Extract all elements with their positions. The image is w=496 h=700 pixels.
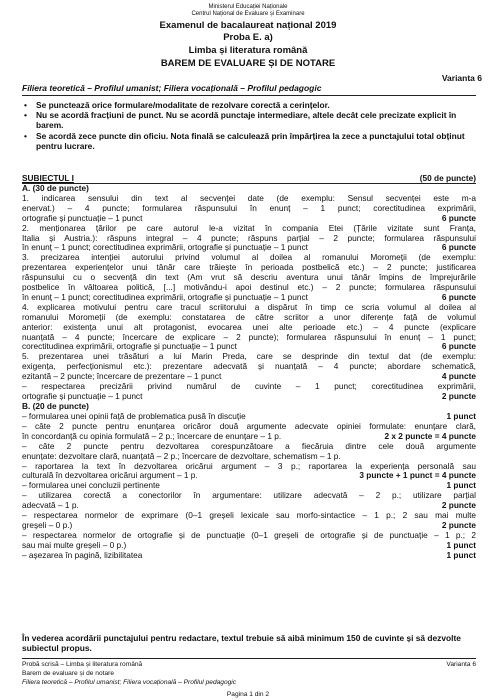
points-label: 2 x 2 puncte = 4 puncte: [381, 432, 476, 442]
rule-text: Se punctează orice formulare/modalitate de rezolvare corectă a cerințelor.: [36, 100, 330, 110]
footer-subject: Probă scrisă – Limba și literatura română: [22, 661, 143, 668]
barem-line: [22, 214, 476, 224]
points-label: 2 puncte: [439, 501, 476, 511]
barem-line: [22, 342, 476, 352]
barem-line-text: în enunț – 1 punct; corectitudinea exprimării, ortografie și punctuație – 1 punct: [22, 292, 308, 302]
barem-line: [22, 521, 476, 531]
barem-line: [22, 362, 476, 372]
barem-line-text: culturală în dezvoltarea oricărui argument – 1 p.: [22, 471, 198, 481]
footer-divider: [22, 658, 476, 659]
barem-line-text: în concordanță cu opinia formulată – 2 p.; încercare de enunțare – 1 p.: [22, 431, 282, 441]
barem-line-text: – formularea unei opinii față de problematica pusă în discuție: [22, 412, 246, 421]
barem-line-text: 3. precizarea intenției autorului privind volumul al doilea al romanului Moromeții (de exemplu:: [22, 253, 476, 263]
barem-line-text: – respectarea precizării privind numărul de cuvinte – 1 punct; corectitudinea exprimării,: [22, 382, 476, 391]
subject-points: (50 de puncte): [417, 174, 476, 184]
barem-line: [22, 481, 476, 491]
barem-line: [22, 372, 476, 382]
barem-line: [22, 273, 476, 283]
barem-line-text: – formularea unei concluzii pertinente: [22, 481, 160, 491]
part-a-list: [22, 194, 476, 402]
points-label: 1 punct: [443, 541, 476, 551]
variant-label: Varianta 6: [441, 73, 482, 83]
points-label: 1 punct: [443, 551, 476, 561]
barem-line: [22, 551, 476, 561]
points-label: 6 puncte: [439, 243, 476, 253]
barem-line-text: postbelice în vâltoarea politică, [...] motivându-i apoi destinul etc.) – 2 puncte; formularea răspunsului: [22, 283, 476, 293]
barem-line: [22, 243, 476, 253]
barem-line-text: Italia și Austria.): răspuns integral – 4 puncte; răspuns parțial – 2 puncte; formularea răspunsului: [22, 233, 476, 243]
bullet-icon: •: [24, 130, 27, 141]
footer-barem: Barem de evaluare și de notare: [22, 670, 115, 677]
points-label: 6 puncte: [439, 214, 476, 224]
barem-line: [22, 511, 476, 521]
barem-line-text: – respectarea normelor de ortografie și de punctuație (0–1 greșeli de ortografie și de punctuație – 1 p.; 2: [22, 530, 476, 540]
barem-line: [22, 293, 476, 303]
barem-line-text: enervat.) – 4 puncte; formularea răspunsului în enunț – 1 punct; corectitudinea exprimării,: [22, 203, 476, 213]
exam-proba: Proba E. a): [223, 32, 273, 43]
barem-line: [22, 263, 476, 273]
barem-line: [22, 333, 476, 343]
rule-item: [22, 100, 476, 110]
general-rules: [22, 100, 476, 151]
barem-line: [22, 501, 476, 511]
barem-line: [22, 392, 476, 402]
barem-line: [22, 432, 476, 442]
barem-line-text: 2. menționarea țărilor pe care autorul le-a vizitat în compania Etei (Țările vizitate sunt Franța,: [22, 223, 476, 233]
barem-line-text: anterior: existența unui alt protagonist, evocarea unei alte perioade etc.) – 4 puncte (explicare: [22, 322, 476, 332]
barem-line-text: nuanțată – 4 puncte; încercare de explicare – 2 puncte); formularea răspunsului în enunț – 1 punct;: [22, 332, 476, 342]
points-label: 4 puncte: [439, 372, 476, 382]
points-label: 6 puncte: [439, 342, 476, 352]
barem-line-text: sau mai multe greșeli – 0 p.): [22, 540, 127, 550]
barem-line-text: corectitudinea exprimării, ortografie și punctuație – 1 punct: [22, 342, 237, 352]
barem-line-text: 1. indicarea sensului din text al secvenței date (de exemplu: Sensul secvenței este m-a: [22, 194, 476, 203]
points-label: 1 punct: [443, 412, 476, 422]
barem-line-text: romanului Moromeții (de exemplu: constatarea de către scriitor a unor diferențe față de volumul: [22, 312, 476, 322]
barem-line: [22, 253, 476, 263]
subject-title: SUBIECTUL I: [22, 174, 74, 183]
header-divider: [22, 95, 476, 96]
bullet-icon: •: [24, 110, 27, 121]
rule-text: Nu se acordă fracțiuni de punct. Nu se acordă punctaje intermediare, altele decât cele precizate explicit în barem.: [36, 110, 457, 131]
part-b-list: [22, 412, 476, 561]
part-a-title: A. (30 de puncte): [22, 183, 89, 193]
exam-subject: Limba și literatura română: [188, 45, 308, 56]
barem-title: BAREM DE EVALUARE ȘI DE NOTARE: [160, 58, 336, 69]
center-name: Centrul Național de Evaluare și Examinare: [191, 11, 305, 17]
barem-line: [22, 442, 476, 452]
page-number: Pagina 1 din 2: [226, 691, 270, 698]
points-label: 3 puncte + 1 punct = 4 puncte: [356, 471, 476, 481]
barem-line: [22, 352, 476, 362]
barem-line-text: – raportarea la text în dezvoltarea oricărui argument – 3 p.; raportarea la experiența personală sau: [22, 461, 476, 471]
barem-line-text: – câte 2 puncte pentru dezvoltarea corespunzătoare a fiecăruia dintre cele două argumente: [22, 441, 476, 451]
barem-line-text: – așezarea în pagină, lizibilitatea: [22, 550, 143, 560]
barem-line: [22, 204, 476, 214]
barem-line: [22, 541, 476, 551]
barem-line: [22, 283, 476, 293]
barem-line-text: prezentarea experiențelor unui tânăr care trăiește în perioada postbelică etc.) – 2 puncte; justificarea: [22, 263, 476, 273]
barem-line-text: adecvată – 1 p.: [22, 501, 79, 511]
barem-line: [22, 452, 476, 462]
barem-line-text: răspunsului cu o secvență din text (Am vrut să descriu aventura unui tânăr împins de împrejurările: [22, 273, 476, 283]
barem-line: [22, 224, 476, 234]
barem-line: [22, 234, 476, 244]
bullet-icon: •: [24, 100, 27, 110]
footer-variant: Varianta 6: [446, 661, 476, 668]
barem-line-text: exigența, perfecționismul etc.): prezentare adecvată și nuanțată – 4 puncte; abordare schematică,: [22, 362, 476, 372]
barem-line: [22, 194, 476, 204]
points-label: 1 punct: [443, 481, 476, 491]
points-label: 2 puncte: [439, 521, 476, 531]
barem-line-text: în enunț – 1 punct; corectitudinea exprimării, ortografie și punctuație – 1 punct: [22, 243, 308, 253]
barem-line: [22, 531, 476, 541]
barem-line: [22, 462, 476, 472]
filiera-line: Filiera teoretică – Profilul umanist; Filiera vocațională – Profilul pedagogic: [22, 83, 322, 93]
rule-text: Se acordă zece puncte din oficiu. Nota finală se calculează prin împărțirea la zece a punctajului total obținut pentru lucrare.: [36, 130, 465, 151]
exam-title: Examenul de bacalaureat național 2019: [159, 20, 337, 31]
points-label: 2 puncte: [439, 392, 476, 402]
barem-line: [22, 303, 476, 313]
barem-line-text: ortografie și punctuație – 1 punct: [22, 391, 143, 401]
barem-line: [22, 471, 476, 481]
barem-line: [22, 313, 476, 323]
barem-line-text: – câte 2 puncte pentru enunțarea oricăror două argumente adecvate opiniei formulate: enunțare clară,: [22, 421, 476, 431]
points-label: 6 puncte: [439, 293, 476, 303]
footer-filiera: Filiera teoretică – Profilul umanist; Filiera vocațională – Profilul pedagogic: [22, 679, 237, 686]
barem-line-text: 5. prezentarea unei trăsături a lui Marin Preda, care se desprinde din textul dat (de exemplu:: [22, 352, 476, 362]
barem-line-text: – respectarea normelor de exprimare (0–1 greșeli lexicale sau morfo-sintactice – 1 p.; 2 sau mai multe: [22, 511, 476, 520]
barem-line-text: ezitantă – 2 puncte; încercare de prezentare – 1 punct: [22, 372, 222, 382]
barem-line: [22, 323, 476, 333]
barem-line-text: greșeli – 0 p.): [22, 520, 73, 530]
barem-line: [22, 491, 476, 501]
barem-line-text: enunțate: dezvoltare clară, nuanțată – 2 p.; încercare de dezvoltare, schematism – 1 p.: [22, 451, 341, 461]
barem-line: [22, 382, 476, 392]
ministry-name: Ministerul Educației Naționale: [208, 4, 288, 10]
barem-line-text: ortografie și punctuație – 1 punct: [22, 213, 143, 223]
part-b-heading: [22, 402, 476, 412]
part-b-title: B. (20 de puncte): [22, 402, 89, 411]
closing-note: În vederea acordării punctajului pentru redactare, textul trebuie să aibă minimum 150 de cuvinte și să dezvolte subiectul propus.: [22, 633, 461, 654]
rule-item: [22, 131, 476, 151]
barem-line-text: 4. explicarea motivului pentru care tracul scriitorului a dispărut în timp ce scria volumul al doilea al: [22, 302, 476, 312]
footer-line-1: [22, 661, 476, 669]
barem-line: [22, 412, 476, 422]
barem-line: [22, 422, 476, 432]
subject-divider: [22, 183, 476, 184]
barem-line-text: – utilizarea corectă a conectorilor în argumentare: utilizare adecvată – 2 p.; utilizare parțial: [22, 491, 476, 501]
rule-item: [22, 110, 476, 130]
